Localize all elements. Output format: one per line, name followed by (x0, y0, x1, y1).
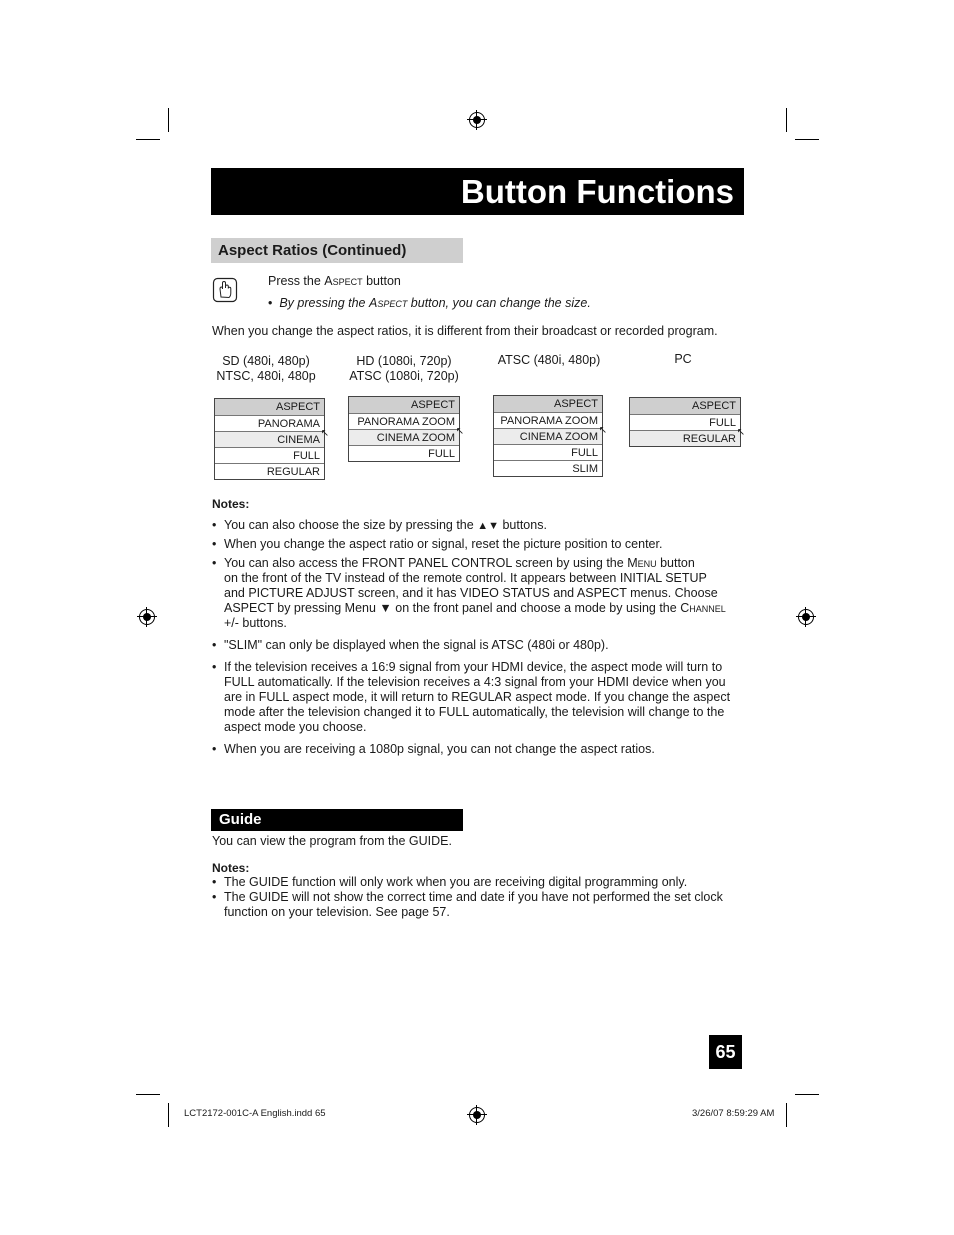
note-text: "SLIM" can only be displayed when the signal is ATSC (480i or 480p). (224, 638, 609, 652)
menu-key-label: Menu (627, 556, 657, 570)
crop-mark (136, 1094, 160, 1095)
menu-item: FULL (215, 447, 324, 463)
bullet-pre-text: By pressing the (279, 296, 369, 310)
channel-key-label: Channel (680, 601, 726, 615)
crop-mark (168, 1103, 169, 1127)
registration-mark-icon (139, 609, 155, 625)
crop-mark (795, 139, 819, 140)
aspect-menu-sd (214, 398, 329, 480)
note-text: +/- buttons. (224, 616, 287, 630)
column-label-pc (663, 352, 703, 367)
crop-mark (136, 139, 160, 140)
cursor-arrow-icon: ↖ (455, 426, 464, 437)
down-arrow-icon: ▼ (379, 601, 392, 615)
cursor-arrow-icon: ↖ (736, 427, 745, 438)
bullet-char: • (212, 518, 217, 532)
menu-item: FULL (349, 445, 459, 461)
crop-mark (795, 1094, 819, 1095)
bullet-char: • (212, 875, 217, 889)
bullet-char: • (212, 890, 217, 904)
press-aspect-instruction (268, 274, 401, 288)
column-label-line: ATSC (1080i, 720p) (349, 369, 459, 383)
column-label-line: PC (674, 352, 692, 366)
press-pre-text: Press the (268, 274, 325, 288)
press-post-text: button (362, 274, 401, 288)
notes-heading: Notes: (212, 497, 250, 511)
note-text: on the front of the TV instead of the remote control. It appears between INITIAL SETUP (224, 571, 707, 585)
page-number: 65 (709, 1035, 742, 1069)
menu-item: PANORAMA ZOOM (494, 412, 602, 428)
note-text: The GUIDE function will only work when you are receiving digital programming only. (224, 875, 688, 889)
aspect-menu-atsc (493, 395, 607, 477)
menu-item: PANORAMA (215, 415, 324, 431)
cursor-arrow-icon: ↖ (598, 425, 607, 436)
section-heading-guide: Guide (211, 809, 463, 831)
note-text: aspect mode you choose. (224, 720, 367, 734)
note-text: and PICTURE ADJUST screen, and it has VIDEO STATUS and ASPECT menus. Choose (224, 586, 718, 600)
menu-item: REGULAR (215, 463, 324, 479)
note-text: When you change the aspect ratio or signal, reset the picture position to center. (224, 537, 663, 551)
registration-mark-icon (469, 112, 485, 128)
bullet-char: • (268, 296, 273, 310)
aspect-menu-hd (348, 396, 464, 462)
note-text: When you are receiving a 1080p signal, you can not change the aspect ratios. (224, 742, 655, 756)
column-label-line: SD (480i, 480p) (222, 354, 310, 368)
registration-mark-icon (798, 609, 814, 625)
menu-item-header: ASPECT (349, 397, 459, 413)
note-text: buttons. (498, 518, 547, 532)
menu-item: SLIM (494, 460, 602, 476)
menu-item: REGULAR (630, 430, 740, 446)
column-label-hd (340, 354, 468, 384)
guide-intro-text: You can view the program from the GUIDE. (212, 834, 452, 848)
menu-item: CINEMA ZOOM (494, 428, 602, 444)
note-text: function on your television. See page 57. (224, 905, 450, 919)
note-text: The GUIDE will not show the correct time and date if you have not performed the set clock (224, 890, 723, 904)
crop-mark (786, 108, 787, 132)
footer-filename: LCT2172-001C-A English.indd 65 (184, 1108, 326, 1119)
bullet-char: • (212, 556, 217, 570)
menu-item: FULL (630, 414, 740, 430)
note-text: ASPECT by pressing Menu (224, 601, 380, 615)
up-down-arrows-icon: ▲▼ (477, 520, 499, 532)
menu-item: PANORAMA ZOOM (349, 413, 459, 429)
column-label-line: ATSC (480i, 480p) (497, 353, 601, 367)
bullet-char: • (212, 660, 217, 674)
menu-item: CINEMA ZOOM (349, 429, 459, 445)
note-text: FULL automatically. If the television receives a 4:3 signal from your HDMI device when you (224, 675, 726, 689)
note-text: are in FULL aspect mode, it will return to REGULAR aspect mode. If you change the aspect (224, 690, 731, 704)
column-label-line: NTSC, 480i, 480p (216, 369, 316, 383)
note-text: on the front panel and choose a mode by using the (391, 601, 681, 615)
registration-mark-icon (469, 1107, 485, 1123)
crop-mark (168, 108, 169, 132)
press-aspect-bullet (268, 296, 591, 310)
crop-mark (786, 1103, 787, 1127)
footer-timestamp: 3/26/07 8:59:29 AM (692, 1108, 775, 1119)
note-text: You can also access the FRONT PANEL CONTROL screen by using the (224, 556, 628, 570)
bullet-post-text: button, you can change the size. (407, 296, 591, 310)
section-heading-aspect-ratios: Aspect Ratios (Continued) (211, 238, 463, 263)
menu-item: FULL (494, 444, 602, 460)
menu-item-header: ASPECT (494, 396, 602, 412)
note-text: button (656, 556, 695, 570)
bullet-char: • (212, 537, 217, 551)
aspect-menu-pc (629, 397, 745, 447)
menu-item-header: ASPECT (630, 398, 740, 414)
note-text: If the television receives a 16:9 signal from your HDMI device, the aspect mode will turn to (224, 660, 723, 674)
aspect-key-label-italic: Aspect (368, 296, 408, 310)
note-text: mode after the television changed it to FULL automatically, the television will change to the (224, 705, 725, 719)
bullet-char: • (212, 638, 217, 652)
column-label-sd (205, 354, 327, 384)
note-text: You can also choose the size by pressing the (224, 518, 478, 532)
cursor-arrow-icon: ↖ (320, 428, 329, 439)
hand-press-icon (212, 277, 238, 303)
aspect-intro-text: When you change the aspect ratios, it is different from their broadcast or recorded program. (212, 324, 718, 338)
guide-notes-heading: Notes: (212, 861, 250, 875)
menu-item: CINEMA (215, 431, 324, 447)
bullet-char: • (212, 742, 217, 756)
menu-item-header: ASPECT (215, 399, 324, 415)
column-label-atsc (490, 353, 608, 368)
aspect-key-label: Aspect (324, 274, 363, 288)
column-label-line: HD (1080i, 720p) (356, 354, 452, 368)
page-title: Button Functions (211, 168, 744, 215)
